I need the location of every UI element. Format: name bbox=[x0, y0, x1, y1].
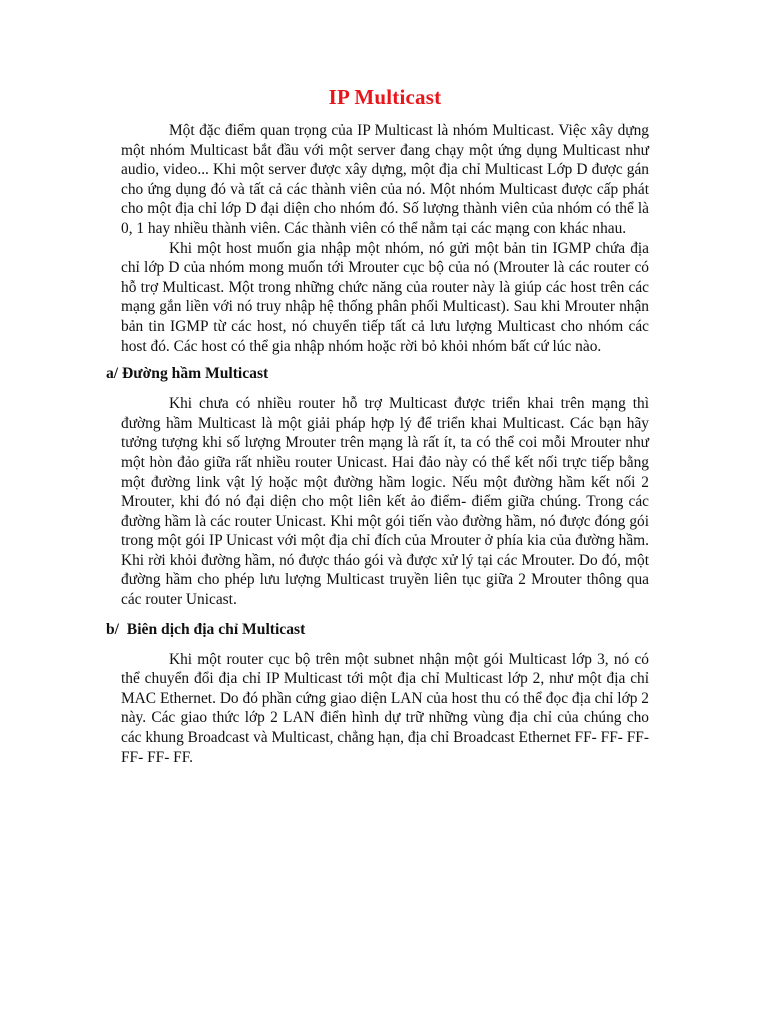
paragraph-multicast-tunnel: Khi chưa có nhiều router hỗ trợ Multicast được triển khai trên mạng thì đường hầm Multicast là một giải pháp hợp lý để triển khai Multicast. Các bạn hãy tưởng tượng khi số lượng Mrouter trên mạng là rất ít, ta có thể coi mỗi Mrouter như một hòn đảo giữa rất nhiều router Unicast. Hai đảo này có thể kết nối trực tiếp bằng một đường link vật lý hoặc một đường hầm logic. Nếu một đường hầm kết nối 2 Mrouter, khi đó nó đại diện cho một liên kết ảo điểm- điểm giữa chúng. Trong các đường hầm là các router Unicast. Khi một gói tiến vào đường hầm, nó được đóng gói trong một gói IP Unicast với một địa chỉ đích của Mrouter ở phía kia của đường hầm. Khi rời khỏi đường hầm, nó được tháo gói và được xử lý tại các Mrouter. Do đó, một đường hầm cho phép lưu lượng Multicast truyền liên tục giữa 2 Mrouter thông qua các router Unicast. bbox=[121, 395, 649, 609]
paragraph-multicast-group: Một đặc điểm quan trọng của IP Multicast là nhóm Multicast. Việc xây dựng một nhóm Multicast bắt đầu với một server đang chạy một ứng dụng Multicast như audio, video... Khi một server được xây dựng, một địa chỉ Multicast Lớp D được gán cho ứng dụng đó và tất cả các thành viên của nó. Một nhóm Multicast được cấp phát cho một địa chỉ lớp D đại diện cho nhóm đó. Số lượng thành viên của nhóm có thể là 0, 1 hay nhiều thành viên. Các thành viên có thể nằm tại các mạng con khác nhau. bbox=[121, 122, 649, 237]
document-page bbox=[106, 82, 649, 767]
section-heading-multicast-tunnel: a/ Đường hầm Multicast bbox=[106, 365, 269, 383]
section-heading-address-translation: b/ Biên dịch địa chỉ Multicast bbox=[106, 620, 306, 638]
paragraph-igmp-join: Khi một host muốn gia nhập một nhóm, nó gửi một bản tin IGMP chứa địa chỉ lớp D của nhóm mong muốn tới Mrouter cục bộ của nó (Mrouter là các router có hỗ trợ Multicast. Một trong những chức năng của router này là giúp các host trên các mạng gắn liền với nó truy nhập hệ thống phân phối Multicast). Sau khi Mrouter nhận bản tin IGMP từ các host, nó chuyển tiếp tất cả lưu lượng Multicast cho nhóm các host đó. Các host có thể gia nhập nhóm hoặc rời bỏ khỏi nhóm bất cứ lúc nào. bbox=[121, 239, 649, 355]
document-title: IP Multicast bbox=[328, 85, 442, 109]
paragraph-address-translation: Khi một router cục bộ trên một subnet nhận một gói Multicast lớp 3, nó có thể chuyển đổi địa chỉ IP Multicast tới một địa chỉ Multicast lớp 2, như một địa chỉ MAC Ethernet. Do đó phần cứng giao diện LAN của host thu có thể đọc địa chỉ lớp 2 này. Các giao thức lớp 2 LAN điển hình dự trữ những vùng địa chỉ của chúng cho các khung Broadcast và Multicast, chẳng hạn, địa chỉ Broadcast Ethernet FF- FF- FF- FF- FF- FF. bbox=[121, 650, 649, 766]
